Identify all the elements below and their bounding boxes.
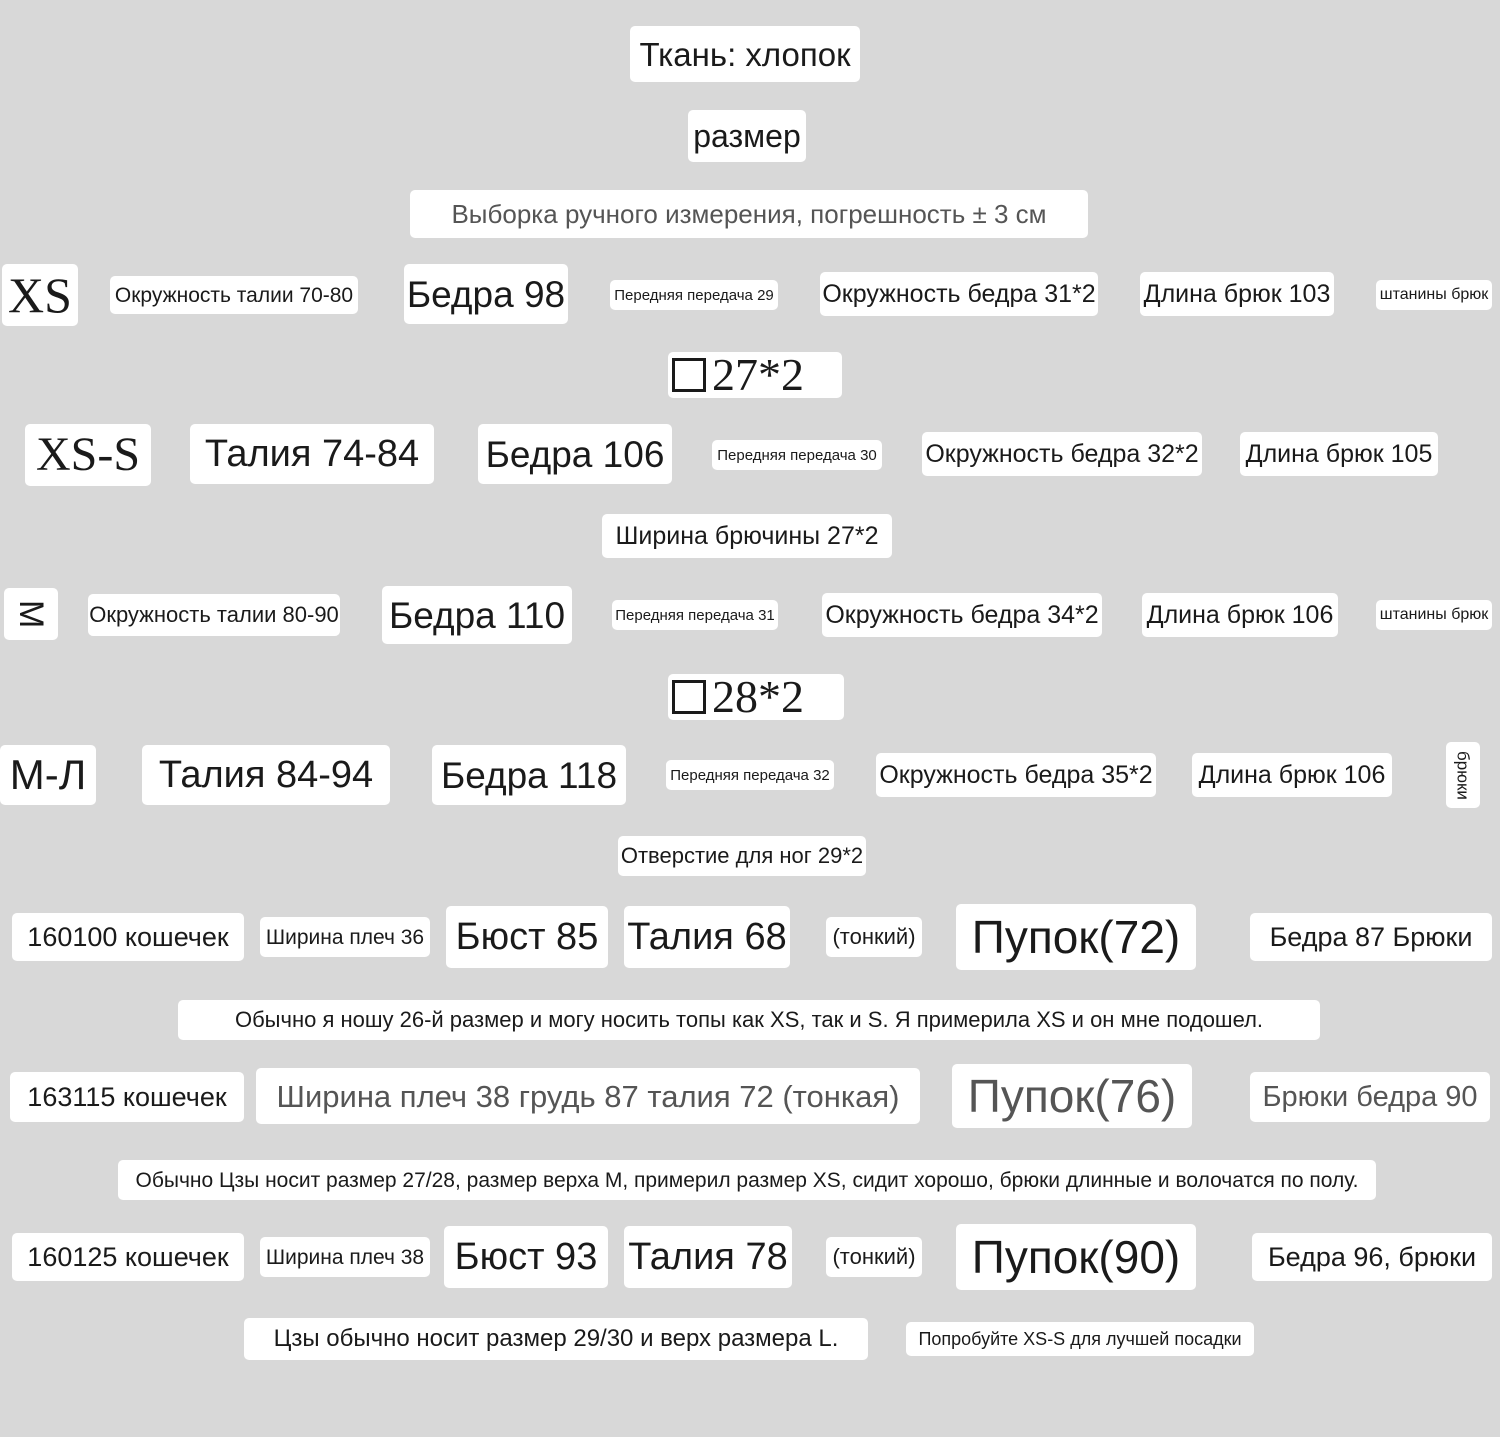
m-hips: Бедра 110 [382, 586, 572, 644]
ml-thigh: Окружность бедра 35*2 [876, 753, 1156, 797]
ml-hips: Бедра 118 [432, 745, 626, 805]
ml-leg-opening: Отверстие для ног 29*2 [618, 836, 866, 876]
model-2-hips: Брюки бедра 90 [1250, 1072, 1490, 1122]
model-1-id: 160100 кошечек [12, 913, 244, 961]
xs-waist: Окружность талии 70-80 [110, 276, 358, 314]
m-leg: штанины брюк [1376, 600, 1492, 630]
ml-leg [1446, 742, 1480, 808]
m-leg-value-text: 28*2 [712, 671, 804, 722]
xs-s-length: Длина брюк 105 [1240, 432, 1438, 476]
xs-hips: Бедра 98 [404, 264, 568, 324]
model-1-comment: Обычно я ношу 26-й размер и могу носить топы как XS, так и S. Я примерила XS и он мне подошел. [178, 1000, 1320, 1040]
xs-front-rise: Передняя передача 29 [610, 280, 778, 310]
xs-s-waist: Талия 74-84 [190, 424, 434, 484]
model-3-id: 160125 кошечек [12, 1233, 244, 1281]
size-m [4, 588, 58, 640]
xs-s-front-rise: Передняя передача 30 [712, 440, 882, 470]
model-3-shoulders: Ширина плеч 38 [260, 1237, 430, 1277]
fit-tip: Попробуйте XS-S для лучшей посадки [906, 1322, 1254, 1356]
size-xs: XS [2, 264, 78, 326]
square-icon [672, 358, 706, 392]
model-3-comment: Цзы обычно носит размер 29/30 и верх размера L. [244, 1318, 868, 1360]
model-3-hips: Бедра 96, брюки [1252, 1233, 1492, 1281]
m-waist: Окружность талии 80-90 [88, 594, 340, 636]
xs-leg: штанины брюк [1376, 280, 1492, 310]
size-m-l: М-Л [0, 745, 96, 805]
size-xs-s: XS-S [25, 424, 151, 486]
model-3-thin: (тонкий) [826, 1237, 922, 1277]
model-2-measures: Ширина плеч 38 грудь 87 талия 72 (тонкая) [256, 1068, 920, 1124]
model-1-shoulders: Ширина плеч 36 [260, 917, 430, 957]
model-1-belly: Пупок(72) [956, 904, 1196, 970]
model-2-comment: Обычно Цзы носит размер 27/28, размер верха М, примерил размер XS, сидит хорошо, брюки длинные и волочатся по полу. [118, 1160, 1376, 1200]
size-m-text: M [12, 599, 50, 629]
model-1-thin: (тонкий) [826, 917, 922, 957]
xs-leg-value-text: 27*2 [712, 349, 804, 400]
model-3-waist: Талия 78 [624, 1226, 792, 1288]
model-3-bust: Бюст 93 [444, 1226, 608, 1288]
size-title: размер [688, 110, 806, 162]
square-icon [672, 680, 706, 714]
model-3-belly: Пупок(90) [956, 1224, 1196, 1290]
measurement-note: Выборка ручного измерения, погрешность ± 3 см [410, 190, 1088, 238]
m-length: Длина брюк 106 [1142, 593, 1338, 637]
model-1-waist: Талия 68 [624, 906, 790, 968]
ml-front-rise: Передняя передача 32 [666, 760, 834, 790]
xs-s-leg: Ширина брючины 27*2 [602, 514, 892, 558]
xs-thigh: Окружность бедра 31*2 [820, 272, 1098, 316]
ml-waist: Талия 84-94 [142, 745, 390, 805]
ml-leg-text: брюки [1453, 750, 1473, 800]
fabric-label: Ткань: хлопок [630, 26, 860, 82]
model-1-hips: Бедра 87 Брюки [1250, 913, 1492, 961]
m-front-rise: Передняя передача 31 [612, 600, 778, 630]
model-1-bust: Бюст 85 [446, 906, 608, 968]
model-2-belly: Пупок(76) [952, 1064, 1192, 1128]
m-leg-value [668, 671, 844, 722]
xs-length: Длина брюк 103 [1140, 272, 1334, 316]
xs-leg-value [668, 349, 842, 400]
m-thigh: Окружность бедра 34*2 [822, 593, 1102, 637]
xs-s-thigh: Окружность бедра 32*2 [922, 432, 1202, 476]
ml-length: Длина брюк 106 [1192, 753, 1392, 797]
model-2-id: 163115 кошечек [10, 1072, 244, 1122]
xs-s-hips: Бедра 106 [478, 424, 672, 484]
